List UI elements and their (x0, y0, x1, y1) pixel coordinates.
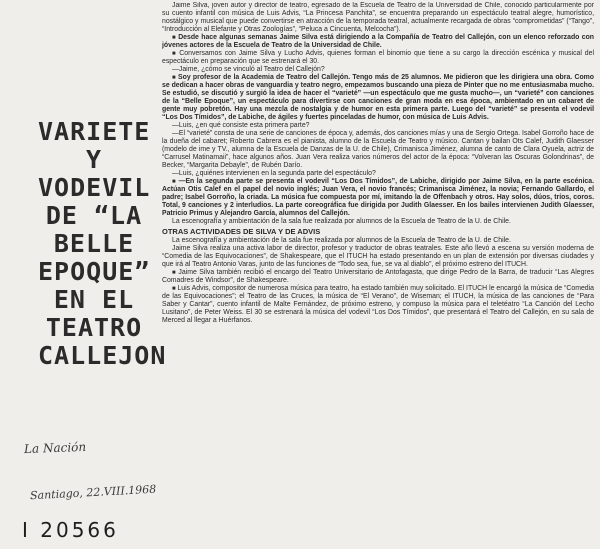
section-title: OTRAS ACTIVIDADES DE SILVA Y DE ADVIS (162, 227, 321, 236)
handwritten-reference-number: I 20566 (22, 518, 119, 542)
article-paragraph: La escenografía y ambientación de la sala fue realizada por alumnos de la Escuela de Teatro de la U. de Chile. (172, 218, 511, 225)
handwritten-date: Santiago, 22.VIII.1968 (29, 482, 157, 503)
interview-answer: —El “varieté” consta de una serie de canciones de época y, además, dos canciones mías y una de Sergio Ortega. Isabel Gorroño hace de la dueña del cabaret; Roberto Cabrera es el pianista, alumno de la Escuela de Teatro y músico. Cantan y bailan Ots Calef, Judith Glaesser (modelo de ime y TV., alumna de la Escuela de Danzas de la U. de Chile), Crimanisca Jiménez, alumna de canto de Clara Oyuela, actriz de “Carrusel Matinamaii”, hace algunos años. Juan Vera realiza varios números del actor de la época: “Volveran las Oscuras Golondrinas”, de Becker, “Margarita Debayle”, de Rubén Darío. (162, 130, 594, 169)
interview-question: —Luis, ¿quiénes intervienen en la segunda parte del espectáculo? (172, 170, 376, 177)
article-paragraph: ■ Luis Advis, compositor de numerosa música para teatro, ha estado también muy solicitado. El ITUCH le encargó la música de “Comedia de las Equivocaciones”; el Teatro de las Cruces, la música de “El Verano”, de Wiseman; el ITUCH, la música de las canciones de “Para Saber y Cantar”, cuento infantil de Malte Fernández, de próximo estreno, y compuso la música para el teletéatro “La Canción del Lecho Lusitano”, de Peter Weiss. El 30 se estrenará la música del vodevil “Los Dos Tímidos”, que presentará el Teatro del Callejón, en su sala de Merced al llegar a Huérfanos. (162, 285, 594, 325)
article-paragraph: ■ Conversamos con Jaime Silva y Lucho Advis, quienes forman el binomio que tiene a su cargo la dirección escénica y musical del espectáculo en preparación que se estrenará el 30. (162, 50, 594, 66)
interview-answer: ■ —En la segunda parte se presenta el vodevil “Los Dos Tímidos”, de Labiche, dirigido por Jaime Silva, en la parte escénica. Actúan Otis Calef en el papel del novio inglés; Juan Vera, el novio francés; Crimanisca Jiménez, la novia; Fernando Gallardo, el padre; Isabel Gorroño, la criada. La música fue compuesta por mí, imitando la de Offenbach y otros. Hay solos, dúos, tríos, coros. Total, 9 canciones y 2 interludios. La parte coreográfica fue dirigida por Judith Glaesser. En los bailes intervienen Judith Glaesser, Patricio Primus y Alejandro García, alumnos del Callejón. (162, 178, 594, 218)
handwritten-source: La Nación (23, 439, 87, 457)
article-intro: Jaime Silva, joven autor y director de teatro, egresado de la Escuela de Teatro de la Universidad de Chile, conocido particularmente por su cuento infantil con música de Luis Advis, “La Princesa Panchita”, se encuentra preparando un espectáculo teatral alegre, humorístico, nostálgico y musical que puede convertirse en atracción de la temporada teatral, actualmente recargada de obras “comprometidas” (“Tango”, “Introducción al Elefante y Otras Zoologías”, “Peluca a Cincuenta, Melcocha”). (162, 2, 594, 33)
interview-answer: ■ Soy profesor de la Academia de Teatro del Callejón. Tengo más de 25 alumnos. Me pidieron que les dirigiera una obra. Como se dedican a hacer obras de vanguardia y teatro negro, empezamos buscando una pieza de Pinter que no me entusiasmaba mucho. Se estudió, se discutió y surgió la idea de hacer el “varieté” —un espectáculo que me gusta mucho—, un “varieté” con canciones de la “Belle Epoque”, un espectáculo para divertirse con canciones de gran moda en esa época, ambientado en un cabaret de gente muy pobretón. Hay una mezcla de nostalgia y de humor en esta primera parte. Luego del “varieté” se presenta el vodevil “Los Dos Tímidos”, de Labiche, de ágiles y fuertes pinceladas de humor, con música de Luis Advis. (162, 74, 594, 122)
article-headline: VARIETE Y VODEVIL DE “LA BELLE EPOQUE” EN EL TEATRO CALLEJON (38, 117, 167, 370)
article-body (162, 2, 594, 547)
interview-question: —Luis, ¿en qué consiste esta primera parte? (172, 122, 310, 129)
article-paragraph: Jaime Silva realiza una activa labor de director, profesor y traductor de obras teatrales. Este año llevó a escena su versión moderna de “Comedia de las Equivocaciones”, de Shakespeare, que el ITUCH ha estado presentando en un plan de extensión por diversas ciudades y que irá al Teatro Antonio Varas, junto de las funciones de “Todo sea, fue, se va al diablo”, el próximo estreno del ITUCH. (162, 245, 594, 268)
interview-question: —Jaime, ¿cómo se vinculó al Teatro del Callejón? (172, 66, 325, 73)
article-lead: ■ Desde hace algunas semanas Jaime Silva está dirigiendo a la Compañía de Teatro del Callejón, con un elenco reforzado con jóvenes actores de la Escuela de Teatro de la Universidad de Chile. (162, 34, 594, 50)
article-paragraph: La escenografía y ambientación de la sala fue realizada por alumnos de la Escuela de Teatro de la U. de Chile. (172, 237, 511, 244)
article-paragraph: ■ Jaime Silva también recibió el encargo del Teatro Universitario de Antofagasta, que dirige Pedro de la Barra, de traducir “Las Alegres Comadres de Windsor”, de Shakespeare. (162, 269, 594, 285)
